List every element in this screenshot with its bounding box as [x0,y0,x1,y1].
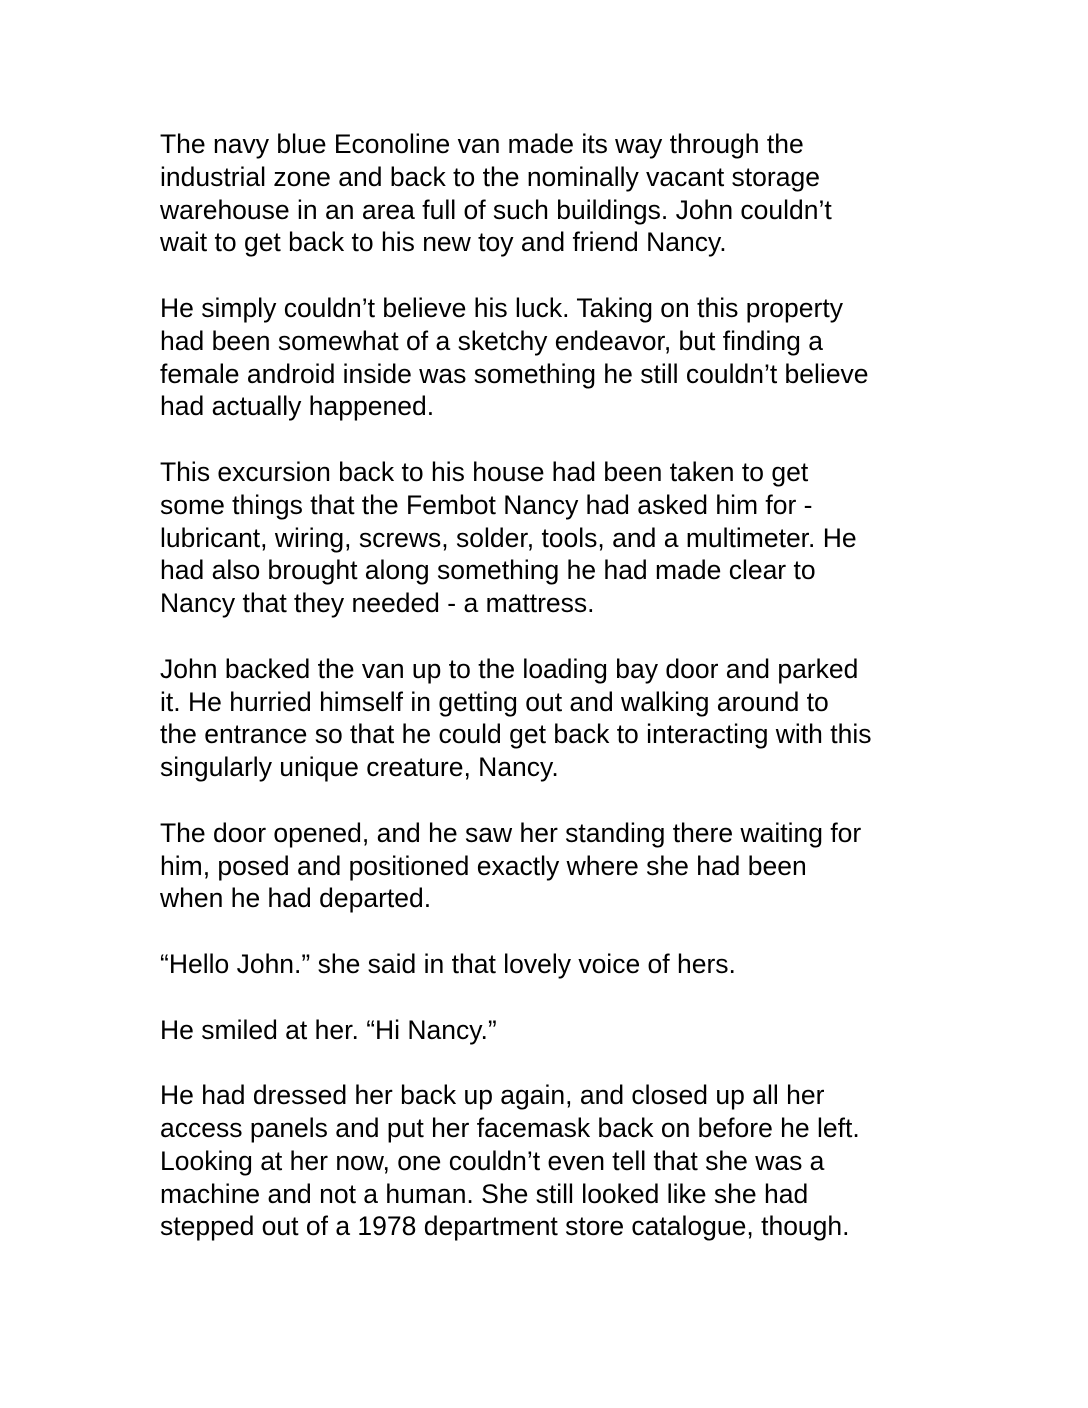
paragraph-3: This excursion back to his house had been taken to get some things that the Fembot Nancy had asked him for - lubricant, wiring, screws, solder, tools, and a multimeter. He had also brought along something he had made clear to Nancy that they needed - a mattress. [160,456,857,619]
paragraph-2: He simply couldn’t believe his luck. Taking on this property had been somewhat of a sketchy endeavor, but finding a female android inside was something he still couldn’t believe had actually happened. [160,292,869,422]
paragraph-1: The navy blue Econoline van made its way through the industrial zone and back to the nominally vacant storage warehouse in an area full of such buildings. John couldn’t wait to get back to his new toy and friend Nancy. [160,129,832,258]
document-body [160,128,960,1276]
paragraph-7: He smiled at her. “Hi Nancy.” [160,1014,497,1045]
paragraph-6: “Hello John.” she said in that lovely voice of hers. [160,948,736,979]
paragraph-4: John backed the van up to the loading bay door and parked it. He hurried himself in getting out and walking around to the entrance so that he could get back to interacting with this singularly unique creature, Nancy. [160,653,872,783]
paragraph-5: The door opened, and he saw her standing there waiting for him, posed and positioned exactly where she had been when he had departed. [160,817,862,914]
paragraph-8: He had dressed her back up again, and closed up all her access panels and put her facemask back on before he left. Looking at her now, one couldn’t even tell that she was a machine and not a human. She still looked like she had stepped out of a 1978 department store catalogue, though. [160,1080,860,1242]
